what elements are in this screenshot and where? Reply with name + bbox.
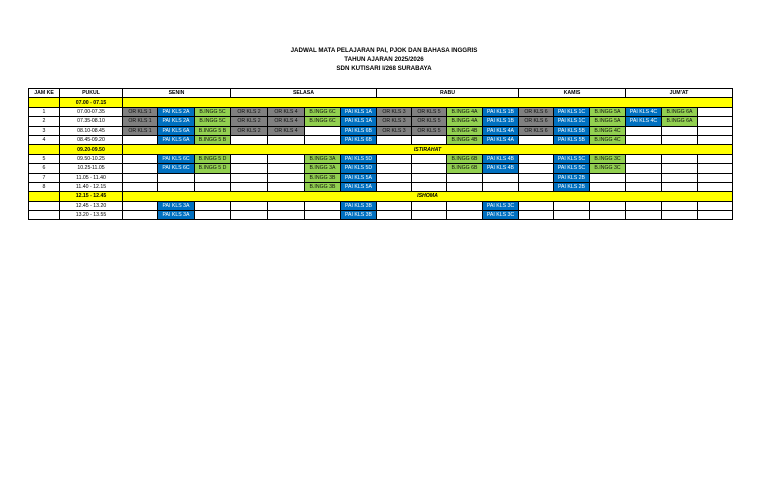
subject-cell-or: OR KLS 1 [123, 117, 158, 126]
empty-cell [626, 211, 662, 220]
empty-cell [590, 201, 626, 210]
subject-cell-or: OR KLS 1 [123, 126, 158, 135]
empty-cell [268, 173, 305, 182]
subject-cell-or: OR KLS 6 [519, 117, 554, 126]
subject-cell-pai: PAI KLS 5D [341, 164, 377, 173]
subject-cell-pai: PAI KLS 6B [341, 135, 377, 144]
empty-cell [698, 173, 733, 182]
empty-cell [447, 201, 483, 210]
jam-cell: 6 [29, 164, 60, 173]
empty-cell [483, 173, 519, 182]
jam-cell: 8 [29, 182, 60, 191]
break-label: ISTIRAHAT [123, 145, 733, 154]
header-day-rabu: RABU [377, 89, 519, 98]
empty-cell [195, 211, 231, 220]
subject-cell-pai: PAI KLS 1B [483, 107, 519, 116]
jam-cell: 1 [29, 107, 60, 116]
empty-cell [626, 182, 662, 191]
empty-cell [662, 164, 698, 173]
empty-cell [698, 135, 733, 144]
subject-cell-pai: PAI KLS 6A [158, 135, 195, 144]
table-row [29, 201, 733, 210]
subject-cell-pai: PAI KLS 1A [341, 107, 377, 116]
header-day-senin: SENIN [123, 89, 231, 98]
subject-cell-pai: PAI KLS 4C [626, 107, 662, 116]
empty-cell [123, 211, 158, 220]
subject-cell-pai: PAI KLS 3B [341, 211, 377, 220]
subject-cell-pai: PAI KLS 6A [158, 126, 195, 135]
table-row [29, 107, 733, 116]
jam-cell: 5 [29, 154, 60, 163]
break-row [29, 98, 733, 107]
time-cell: 07.35-08.10 [60, 117, 123, 126]
subject-cell-or: OR KLS 3 [377, 107, 412, 116]
subject-cell-pai: PAI KLS 2B [554, 173, 590, 182]
empty-cell [662, 182, 698, 191]
empty-cell [305, 126, 341, 135]
empty-cell [231, 135, 268, 144]
subject-cell-bing: B.INGG 6A [662, 117, 698, 126]
time-cell: 07.00-07.35 [60, 107, 123, 116]
subject-cell-bing: B.INGG 4C [590, 135, 626, 144]
time-cell: 08.10-08.45 [60, 126, 123, 135]
empty-cell [268, 201, 305, 210]
jam-cell [29, 145, 60, 154]
document-header [0, 46, 768, 73]
empty-cell [305, 135, 341, 144]
subject-cell-or: OR KLS 4 [268, 107, 305, 116]
subject-cell-pai: PAI KLS 3A [158, 211, 195, 220]
table-row [29, 164, 733, 173]
empty-cell [519, 154, 554, 163]
empty-cell [662, 154, 698, 163]
break-row [29, 145, 733, 154]
table-header-row [29, 89, 733, 98]
empty-cell [377, 164, 412, 173]
subject-cell-pai: PAI KLS 1B [483, 117, 519, 126]
empty-cell [268, 182, 305, 191]
subject-cell-or: OR KLS 5 [412, 107, 447, 116]
subject-cell-pai: PAI KLS 1A [341, 117, 377, 126]
empty-cell [231, 211, 268, 220]
subject-cell-bing: B.INGG 4A [447, 107, 483, 116]
subject-cell-or: OR KLS 2 [231, 126, 268, 135]
empty-cell [698, 201, 733, 210]
empty-cell [590, 173, 626, 182]
subject-cell-bing: B.INGG 4A [447, 117, 483, 126]
subject-cell-pai: PAI KLS 6C [158, 164, 195, 173]
empty-cell [231, 164, 268, 173]
empty-cell [123, 182, 158, 191]
empty-cell [698, 107, 733, 116]
header-jam-ke: JAM KE [29, 89, 60, 98]
subject-cell-pai: PAI KLS 6C [158, 154, 195, 163]
subject-cell-pai: PAI KLS 3C [483, 201, 519, 210]
empty-cell [626, 154, 662, 163]
jam-cell: 3 [29, 126, 60, 135]
empty-cell [412, 164, 447, 173]
empty-cell [519, 173, 554, 182]
subject-cell-pai: PAI KLS 5B [554, 135, 590, 144]
time-cell: 10.25-11.05 [60, 164, 123, 173]
subject-cell-or: OR KLS 3 [377, 117, 412, 126]
subject-cell-bing: B.INGG 5A [590, 117, 626, 126]
empty-cell [268, 164, 305, 173]
time-cell: 12.45 - 13.20 [60, 201, 123, 210]
empty-cell [590, 211, 626, 220]
empty-cell [519, 211, 554, 220]
table-row [29, 117, 733, 126]
empty-cell [698, 182, 733, 191]
empty-cell [268, 135, 305, 144]
subject-cell-pai: PAI KLS 2A [158, 117, 195, 126]
empty-cell [662, 201, 698, 210]
subject-cell-pai: PAI KLS 2A [158, 107, 195, 116]
subject-cell-pai: PAI KLS 4A [483, 126, 519, 135]
subject-cell-bing: B.INGG 3A [305, 164, 341, 173]
subject-cell-pai: PAI KLS 1C [554, 117, 590, 126]
subject-cell-bing: B.INGG 3C [590, 164, 626, 173]
empty-cell [626, 164, 662, 173]
time-cell: 11.05 - 11.40 [60, 173, 123, 182]
empty-cell [662, 135, 698, 144]
document-title: JADWAL MATA PELAJARAN PAI, PJOK DAN BAHASA INGGRIS [290, 47, 478, 54]
empty-cell [554, 211, 590, 220]
time-cell: 13.20 - 13.55 [60, 211, 123, 220]
subject-cell-pai: PAI KLS 5A [341, 182, 377, 191]
time-cell: 09.50-10.25 [60, 154, 123, 163]
empty-cell [231, 173, 268, 182]
subject-cell-bing: B.INGG 6C [305, 117, 341, 126]
empty-cell [412, 201, 447, 210]
subject-cell-pai: PAI KLS 4B [483, 154, 519, 163]
subject-cell-pai: PAI KLS 3B [341, 201, 377, 210]
table-row [29, 173, 733, 182]
table-row [29, 182, 733, 191]
subject-cell-or: OR KLS 2 [231, 117, 268, 126]
subject-cell-bing: B.INGG 4C [590, 126, 626, 135]
subject-cell-or: OR KLS 2 [231, 107, 268, 116]
subject-cell-bing: B.INGG 3B [305, 173, 341, 182]
empty-cell [626, 201, 662, 210]
empty-cell [519, 182, 554, 191]
subject-cell-or: OR KLS 1 [123, 107, 158, 116]
jam-cell: 2 [29, 117, 60, 126]
subject-cell-or: OR KLS 6 [519, 107, 554, 116]
schedule-body [29, 98, 733, 220]
empty-cell [447, 182, 483, 191]
subject-cell-pai: PAI KLS 1C [554, 107, 590, 116]
empty-cell [123, 201, 158, 210]
empty-cell [305, 211, 341, 220]
empty-cell [698, 117, 733, 126]
empty-cell [268, 211, 305, 220]
subject-cell-bing: B.INGG 6B [447, 164, 483, 173]
empty-cell [662, 126, 698, 135]
schedule-table [28, 88, 733, 220]
empty-cell [662, 211, 698, 220]
empty-cell [698, 154, 733, 163]
empty-cell [412, 211, 447, 220]
empty-cell [158, 182, 195, 191]
jam-cell [29, 201, 60, 210]
jam-cell [29, 98, 60, 107]
header-pukul: PUKUL [60, 89, 123, 98]
empty-cell [195, 173, 231, 182]
school-name: SDN KUTISARI I/268 SURABAYA [336, 65, 432, 72]
empty-cell [519, 164, 554, 173]
empty-cell [231, 201, 268, 210]
subject-cell-bing: B.INGG 3C [590, 154, 626, 163]
time-cell: 12.15 - 12.45 [60, 192, 123, 201]
empty-cell [554, 201, 590, 210]
jam-cell: 4 [29, 135, 60, 144]
empty-cell [305, 201, 341, 210]
subject-cell-or: OR KLS 4 [268, 126, 305, 135]
empty-cell [195, 182, 231, 191]
jam-cell [29, 211, 60, 220]
subject-cell-pai: PAI KLS 4C [626, 117, 662, 126]
subject-cell-pai: PAI KLS 3C [483, 211, 519, 220]
subject-cell-pai: PAI KLS 4B [483, 164, 519, 173]
empty-cell [626, 135, 662, 144]
table-row [29, 135, 733, 144]
empty-cell [447, 211, 483, 220]
empty-cell [123, 164, 158, 173]
table-row [29, 126, 733, 135]
empty-cell [412, 154, 447, 163]
subject-cell-pai: PAI KLS 2B [554, 182, 590, 191]
subject-cell-bing: B.INGG 5C [195, 107, 231, 116]
subject-cell-bing: B.INGG 5 D [195, 164, 231, 173]
subject-cell-bing: B.INGG 4B [447, 135, 483, 144]
subject-cell-bing: B.INGG 3A [305, 154, 341, 163]
empty-cell [158, 173, 195, 182]
empty-cell [519, 201, 554, 210]
empty-cell [412, 173, 447, 182]
subject-cell-bing: B.INGG 6C [305, 107, 341, 116]
empty-cell [698, 211, 733, 220]
subject-cell-bing: B.INGG 5A [590, 107, 626, 116]
subject-cell-bing: B.INGG 5 D [195, 154, 231, 163]
empty-cell [626, 173, 662, 182]
empty-cell [123, 173, 158, 182]
subject-cell-bing: B.INGG 4B [447, 126, 483, 135]
subject-cell-pai: PAI KLS 3A [158, 201, 195, 210]
header-day-kamis: KAMIS [519, 89, 626, 98]
subject-cell-pai: PAI KLS 5C [554, 164, 590, 173]
subject-cell-or: OR KLS 3 [377, 126, 412, 135]
empty-cell [377, 173, 412, 182]
subject-cell-pai: PAI KLS 5B [554, 126, 590, 135]
empty-cell [231, 154, 268, 163]
empty-cell [123, 154, 158, 163]
empty-cell [123, 135, 158, 144]
empty-cell [519, 135, 554, 144]
empty-cell [231, 182, 268, 191]
time-cell: 07.00 - 07.15 [60, 98, 123, 107]
empty-cell [268, 154, 305, 163]
academic-year: TAHUN AJARAN 2025/2026 [344, 56, 424, 63]
empty-cell [483, 182, 519, 191]
empty-cell [698, 126, 733, 135]
break-label: ISHOMA [123, 192, 733, 201]
subject-cell-or: OR KLS 5 [412, 126, 447, 135]
break-label [123, 98, 733, 107]
subject-cell-bing: B.INGG 5C [195, 117, 231, 126]
subject-cell-bing: B.INGG 3B [305, 182, 341, 191]
subject-cell-pai: PAI KLS 5D [341, 154, 377, 163]
empty-cell [590, 182, 626, 191]
empty-cell [626, 126, 662, 135]
subject-cell-pai: PAI KLS 5C [554, 154, 590, 163]
empty-cell [662, 173, 698, 182]
header-day-jumat: JUM'AT [626, 89, 733, 98]
subject-cell-pai: PAI KLS 5A [341, 173, 377, 182]
time-cell: 11.40 - 12.15 [60, 182, 123, 191]
break-row [29, 192, 733, 201]
empty-cell [412, 182, 447, 191]
subject-cell-bing: B.INGG 6A [662, 107, 698, 116]
empty-cell [377, 201, 412, 210]
empty-cell [698, 164, 733, 173]
empty-cell [377, 154, 412, 163]
header-day-selasa: SELASA [231, 89, 377, 98]
table-row [29, 154, 733, 163]
subject-cell-or: OR KLS 6 [519, 126, 554, 135]
subject-cell-bing: B.INGG 5 B [195, 135, 231, 144]
empty-cell [447, 173, 483, 182]
subject-cell-or: OR KLS 4 [268, 117, 305, 126]
time-cell: 08.45-09.20 [60, 135, 123, 144]
subject-cell-bing: B.INGG 5 B [195, 126, 231, 135]
subject-cell-pai: PAI KLS 6B [341, 126, 377, 135]
table-row [29, 211, 733, 220]
empty-cell [377, 182, 412, 191]
subject-cell-pai: PAI KLS 4A [483, 135, 519, 144]
jam-cell [29, 192, 60, 201]
empty-cell [195, 201, 231, 210]
empty-cell [377, 135, 412, 144]
jam-cell: 7 [29, 173, 60, 182]
empty-cell [412, 135, 447, 144]
time-cell: 09.20-09.50 [60, 145, 123, 154]
subject-cell-or: OR KLS 5 [412, 117, 447, 126]
subject-cell-bing: B.INGG 6B [447, 154, 483, 163]
empty-cell [377, 211, 412, 220]
